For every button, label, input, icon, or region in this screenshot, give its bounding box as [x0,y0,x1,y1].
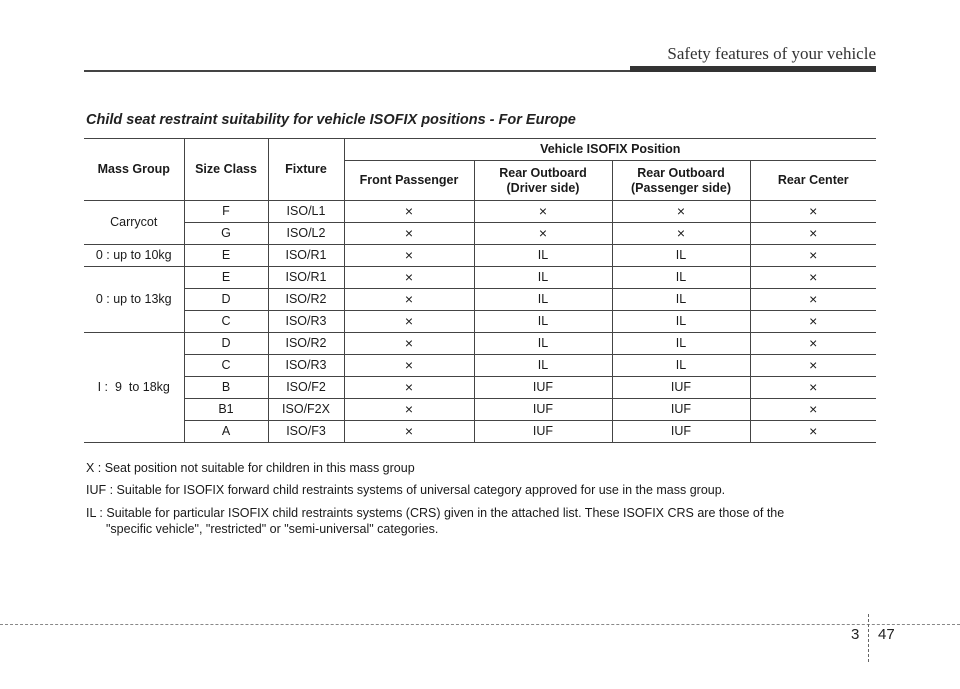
rear-center-cell: × [750,289,876,311]
size-class-cell: C [184,355,268,377]
rear-center-cell: × [750,333,876,355]
legend-notes [86,460,876,543]
rear-driver-cell: × [474,201,612,223]
rear-passenger-cell: IUF [612,421,750,443]
rear-center-cell: × [750,201,876,223]
size-class-cell: B1 [184,399,268,421]
front-passenger-cell: × [344,267,474,289]
front-passenger-cell: × [344,333,474,355]
fixture-cell: ISO/R2 [268,333,344,355]
rear-driver-cell: IUF [474,399,612,421]
header-size-class: Size Class [184,139,268,201]
note-il-line1: IL : Suitable for particular ISOFIX child restraints systems (CRS) given in the attached list. These ISOFIX CRS are those of the [86,505,785,520]
table-row [84,399,876,421]
fixture-cell: ISO/L2 [268,223,344,245]
size-class-cell: E [184,267,268,289]
front-passenger-cell: × [344,311,474,333]
header-rear-center [750,161,876,201]
header-rule-accent [630,66,876,72]
table-row [84,377,876,399]
chapter-number: 3 [851,626,860,643]
table-row [84,311,876,333]
rear-passenger-cell: IL [612,311,750,333]
table-row [84,223,876,245]
front-passenger-cell: × [344,223,474,245]
front-passenger-cell: × [344,421,474,443]
footer-rule [0,624,960,625]
header-front-passenger-label: Front Passenger [359,173,459,188]
size-class-cell: A [184,421,268,443]
note-il [86,505,876,538]
mass-group-cell: I : 9 to 18kg [84,333,184,443]
rear-driver-cell: IL [474,289,612,311]
mass-group-cell: Carrycot [84,201,184,245]
rear-driver-cell: IUF [474,421,612,443]
rear-center-cell: × [750,399,876,421]
rear-driver-cell: IL [474,245,612,267]
fixture-cell: ISO/F3 [268,421,344,443]
header-rear-outboard-driver [474,161,612,201]
fixture-cell: ISO/R3 [268,355,344,377]
front-passenger-cell: × [344,399,474,421]
front-passenger-cell: × [344,289,474,311]
size-class-cell: E [184,245,268,267]
page-number: 47 [878,626,895,643]
rear-passenger-cell: × [612,223,750,245]
front-passenger-cell: × [344,245,474,267]
header-isofix-position: Vehicle ISOFIX Position [344,139,876,161]
header-title: Safety features of your vehicle [667,44,876,63]
header-rear-center-label: Rear Center [777,173,849,188]
table-row [84,355,876,377]
fixture-cell: ISO/F2 [268,377,344,399]
fixture-cell: ISO/R1 [268,267,344,289]
table-row [84,421,876,443]
table-row [84,245,876,267]
rear-passenger-cell: IL [612,245,750,267]
table-row [84,333,876,355]
header-rear-outboard-passenger [612,161,750,201]
size-class-cell: G [184,223,268,245]
header-front-passenger [344,161,474,201]
rear-driver-cell: IL [474,311,612,333]
note-il-line2: "specific vehicle", "restricted" or "semi-universal" categories. [106,521,439,536]
header-rear-outboard-passenger-label: Rear Outboard (Passenger side) [630,166,732,195]
size-class-cell: B [184,377,268,399]
rear-passenger-cell: IUF [612,377,750,399]
front-passenger-cell: × [344,355,474,377]
front-passenger-cell: × [344,201,474,223]
note-iuf: IUF : Suitable for ISOFIX forward child restraints systems of universal category approved for use in the mass group. [86,483,726,498]
rear-passenger-cell: IL [612,267,750,289]
fixture-cell: ISO/L1 [268,201,344,223]
fixture-cell: ISO/R1 [268,245,344,267]
header-mass-group: Mass Group [84,139,184,201]
header-rear-outboard-driver-label: Rear Outboard (Driver side) [499,166,587,195]
size-class-cell: D [184,289,268,311]
rear-center-cell: × [750,355,876,377]
rear-driver-cell: IL [474,333,612,355]
isofix-suitability-table [84,138,876,443]
rear-passenger-cell: × [612,201,750,223]
rear-driver-cell: IUF [474,377,612,399]
size-class-cell: C [184,311,268,333]
fixture-cell: ISO/R2 [268,289,344,311]
section-title: Child seat restraint suitability for vehicle ISOFIX positions - For Europe [86,112,576,128]
rear-passenger-cell: IL [612,289,750,311]
table-row [84,267,876,289]
rear-center-cell: × [750,223,876,245]
table-row [84,289,876,311]
rear-center-cell: × [750,377,876,399]
rear-driver-cell: × [474,223,612,245]
header-fixture: Fixture [268,139,344,201]
fixture-cell: ISO/F2X [268,399,344,421]
footer-divider [868,614,869,662]
mass-group-cell: 0 : up to 10kg [84,245,184,267]
size-class-cell: F [184,201,268,223]
rear-driver-cell: IL [474,355,612,377]
rear-passenger-cell: IL [612,333,750,355]
rear-center-cell: × [750,267,876,289]
size-class-cell: D [184,333,268,355]
rear-driver-cell: IL [474,267,612,289]
rear-center-cell: × [750,311,876,333]
rear-center-cell: × [750,245,876,267]
rear-passenger-cell: IL [612,355,750,377]
table-row [84,201,876,223]
fixture-cell: ISO/R3 [268,311,344,333]
mass-group-cell: 0 : up to 13kg [84,267,184,333]
rear-center-cell: × [750,421,876,443]
front-passenger-cell: × [344,377,474,399]
rear-passenger-cell: IUF [612,399,750,421]
note-x: X : Seat position not suitable for children in this mass group [86,461,415,475]
